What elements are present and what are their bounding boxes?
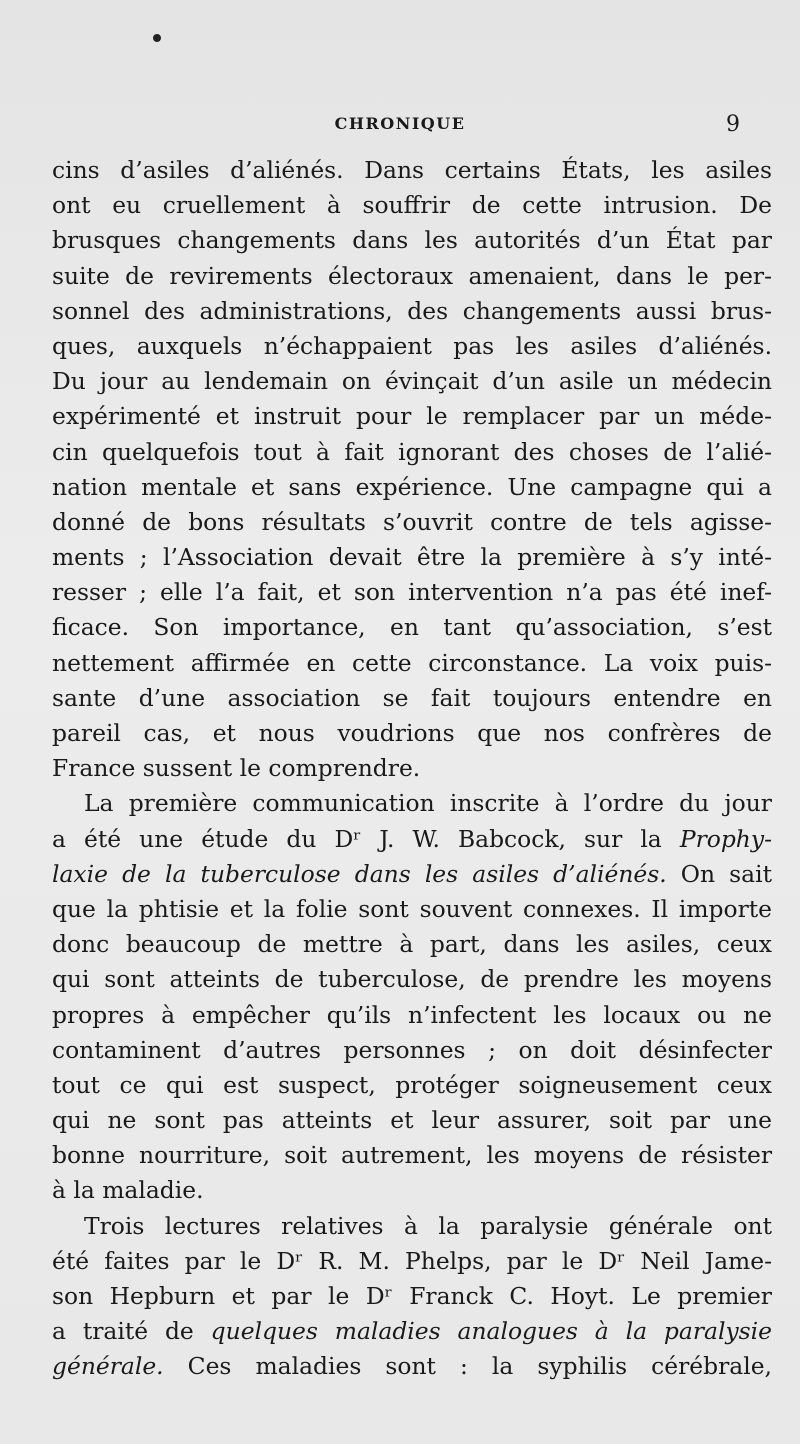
text-segment: qui sont atteints de tuberculose, de prendre les moyens (52, 965, 772, 994)
text-segment: cin quelquefois tout à fait ignorant des choses de l’alié- (52, 437, 772, 466)
text-line (52, 751, 772, 786)
text-segment: tout ce qui est suspect, protéger soigneusement ceux (52, 1070, 772, 1099)
text-segment: cins d’asiles d’aliénés. Dans certains États, les asiles (52, 156, 772, 184)
text-line (52, 1349, 772, 1384)
running-header (0, 114, 800, 138)
text-segment: à la maladie. (52, 1176, 204, 1205)
text-segment: a traité de (52, 1317, 211, 1346)
text-line (52, 1068, 772, 1103)
text-line (52, 1033, 772, 1068)
text-segment: a été une étude du Dʳ J. W. Babcock, sur la (52, 824, 680, 853)
text-line (52, 1173, 772, 1208)
text-line (52, 1244, 772, 1279)
text-line (52, 716, 772, 751)
text-line (52, 998, 772, 1033)
text-line (52, 435, 772, 470)
text-segment: été faites par le Dʳ R. M. Phelps, par le Dʳ Neil Jame- (52, 1246, 772, 1275)
text-segment: brusques changements dans les autorités d’un État par (52, 226, 772, 255)
italic-segment: Prophy- (679, 824, 772, 853)
text-line (52, 1314, 772, 1349)
text-line (52, 892, 772, 927)
text-segment: On sait (666, 859, 772, 888)
italic-segment: générale. (52, 1352, 164, 1381)
text-segment: son Hepburn et par le Dʳ Franck C. Hoyt. Le premier (52, 1282, 772, 1310)
ink-dot (153, 34, 161, 42)
text-segment: donné de bons résultats s’ouvrit contre de tels agisse- (52, 507, 772, 536)
text-segment: Trois lectures relatives à la paralysie générale ont (84, 1211, 772, 1240)
text-segment: que la phtisie et la folie sont souvent connexes. Il importe (52, 894, 772, 923)
text-segment: ques, auxquels n’échappaient pas les asiles d’aliénés. (52, 331, 772, 360)
text-line (52, 188, 772, 223)
text-segment: ments ; l’Association devait être la première à s’y inté- (52, 543, 772, 572)
text-segment: La première communication inscrite à l’ordre du jour (84, 789, 772, 818)
text-line (52, 259, 772, 294)
text-line (52, 927, 772, 962)
text-segment: pareil cas, et nous voudrions que nos confrères de (52, 719, 772, 747)
text-segment: propres à empêcher qu’ils n’infectent les locaux ou ne (52, 1000, 772, 1029)
text-segment: qui ne sont pas atteints et leur assurer, soit par une (52, 1106, 772, 1135)
text-line (52, 822, 772, 857)
text-line (52, 1279, 772, 1314)
text-segment: sonnel des administrations, des changements aussi brus- (52, 296, 772, 325)
italic-segment: laxie de la tuberculose dans les asiles d’aliénés. (52, 859, 667, 888)
text-line (52, 610, 772, 645)
text-line (52, 364, 772, 399)
text-segment: expérimenté et instruit pour le remplacer par un méde- (52, 402, 772, 431)
text-line (52, 962, 772, 997)
text-segment: bonne nourriture, soit autrement, les moyens de résister (52, 1141, 772, 1170)
text-segment: nation mentale et sans expérience. Une campagne qui a (52, 472, 772, 501)
text-line (52, 223, 772, 258)
text-line (52, 575, 772, 610)
text-line (52, 399, 772, 434)
text-line (52, 786, 772, 821)
text-segment: suite de revirements électoraux amenaient, dans le per- (52, 261, 772, 290)
body-text (52, 153, 772, 1385)
text-segment: Ces maladies sont : la syphilis cérébrale, (163, 1352, 772, 1381)
text-segment: ficace. Son importance, en tant qu’association, s’est (52, 613, 772, 642)
text-line (52, 681, 772, 716)
page-number: 9 (726, 112, 740, 137)
text-line (52, 153, 772, 188)
text-segment: contaminent d’autres personnes ; on doit désinfecter (52, 1035, 772, 1064)
text-line (52, 857, 772, 892)
text-segment: Du jour au lendemain on évinçait d’un asile un médecin (52, 367, 772, 396)
text-segment: resser ; elle l’a fait, et son intervention n’a pas été inef- (52, 578, 772, 607)
text-line (52, 294, 772, 329)
text-line (52, 1138, 772, 1173)
text-line (52, 540, 772, 575)
text-line (52, 646, 772, 681)
text-line (52, 1209, 772, 1244)
text-line (52, 329, 772, 364)
text-line (52, 470, 772, 505)
italic-segment: quelques maladies analogues à la paralysie (210, 1317, 772, 1346)
text-segment: donc beaucoup de mettre à part, dans les asiles, ceux (52, 930, 772, 959)
text-segment: France sussent le comprendre. (52, 754, 421, 783)
text-segment: nettement affirmée en cette circonstance. La voix puis- (52, 648, 772, 677)
running-title: CHRONIQUE (334, 114, 466, 133)
text-segment: ont eu cruellement à souffrir de cette intrusion. De (52, 191, 772, 220)
text-line (52, 1103, 772, 1138)
text-line (52, 505, 772, 540)
text-segment: sante d’une association se fait toujours entendre en (52, 683, 772, 712)
